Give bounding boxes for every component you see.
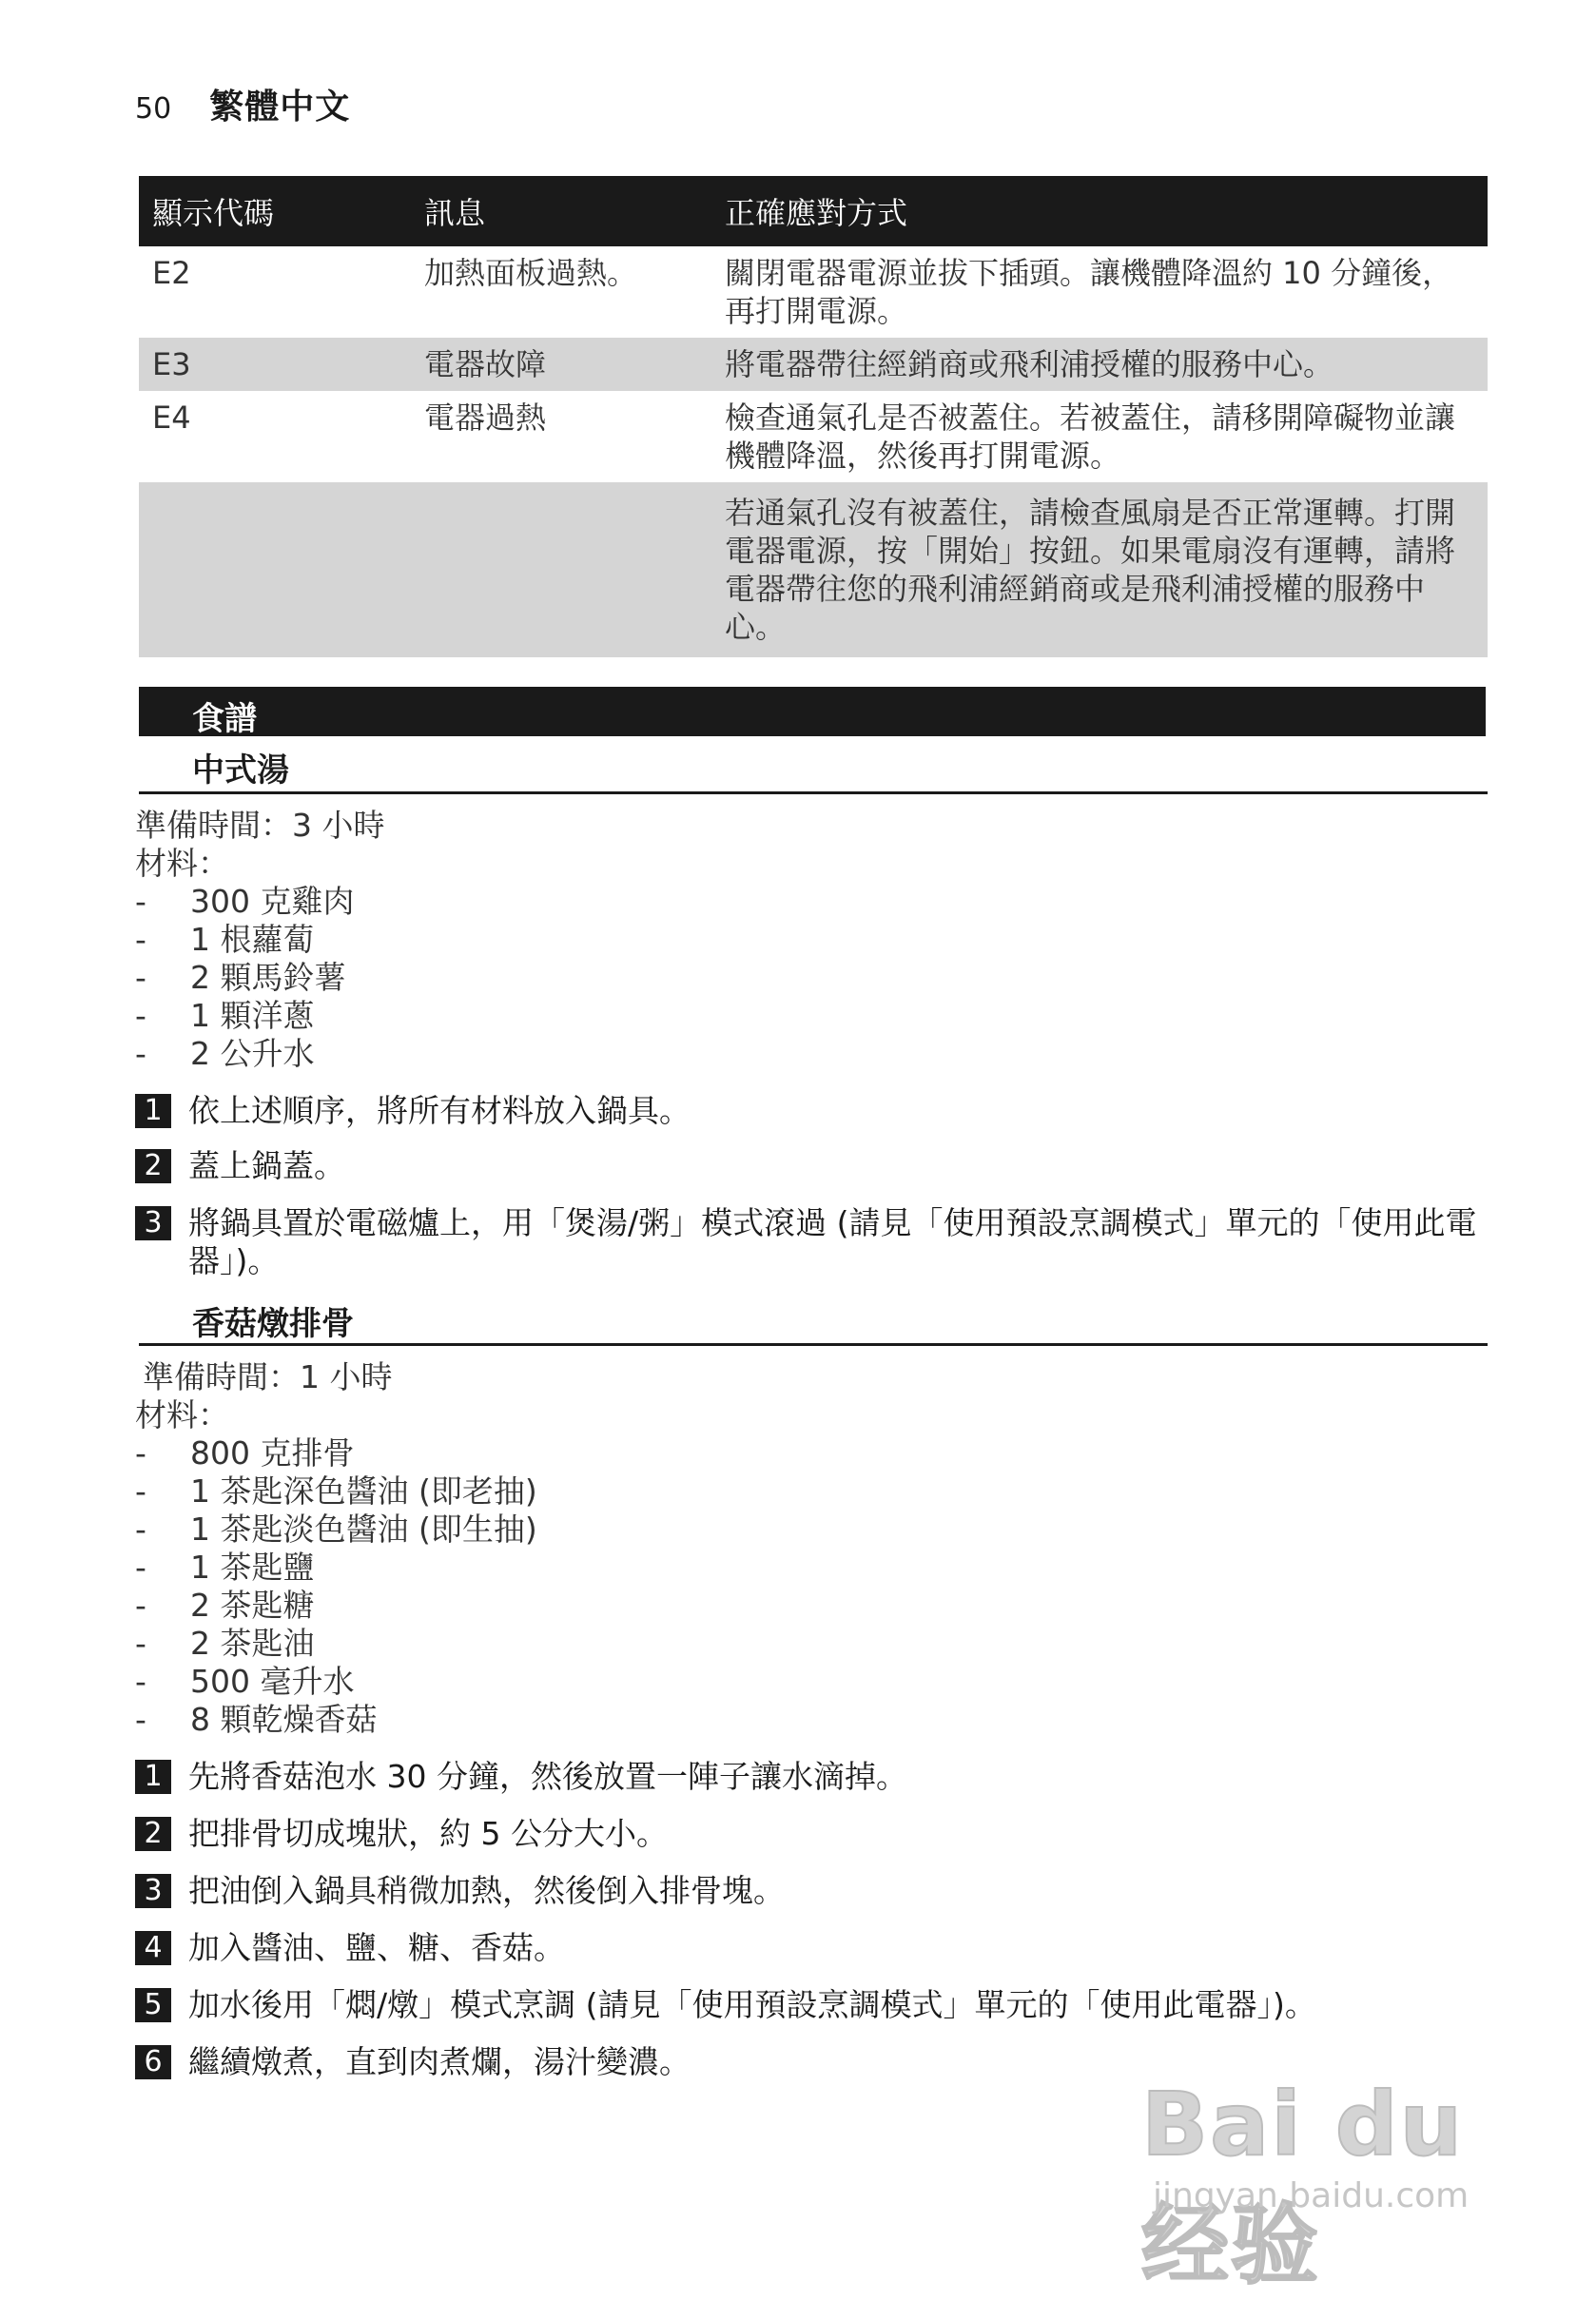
error-message: 電器過熱 (424, 400, 547, 436)
list-item: - 2 顆馬鈴薯 (135, 959, 346, 996)
list-item: - 2 茶匙糖 (135, 1587, 315, 1624)
column-header: 顯示代碼 (139, 176, 411, 246)
step (135, 1758, 1486, 1796)
ingredient-list (135, 1434, 537, 1739)
list-item: - 1 茶匙深色醬油 (即老抽) (135, 1472, 537, 1510)
table-row (139, 246, 1488, 338)
baidu-watermark (1132, 2055, 1531, 2296)
prep-time: 準備時間：1 小時 (143, 1358, 393, 1395)
step (135, 1815, 1486, 1853)
list-item: - 2 公升水 (135, 1035, 315, 1072)
error-code: E2 (152, 255, 191, 291)
list-item: - 1 根蘿蔔 (135, 921, 315, 958)
list-item: - 800 克排骨 (135, 1434, 355, 1472)
page-header (135, 80, 350, 128)
step-text: 加入醬油、鹽、糖、香菇。 (188, 1929, 565, 1966)
section-title: 食譜 (192, 700, 257, 738)
step-number: 1 (135, 1094, 171, 1128)
step-text: 繼續燉煮，直到肉煮爛，湯汁變濃。 (188, 2043, 691, 2080)
step-number: 3 (135, 1874, 171, 1908)
error-solution: 檢查通氣孔是否被蓋住。若被蓋住，請移開障礙物並讓機體降溫，然後再打開電源。 (725, 400, 1456, 474)
step-text: 依上述順序，將所有材料放入鍋具。 (188, 1092, 691, 1129)
page-language-title: 繁體中文 (209, 88, 351, 127)
watermark-logo: Bai du 经验 (1141, 2074, 1465, 2296)
step-number: 3 (135, 1206, 171, 1240)
divider (139, 791, 1488, 794)
recipes-section-bar (139, 687, 1486, 736)
error-message (411, 482, 711, 657)
table-row (139, 482, 1488, 657)
step (135, 1986, 1486, 2024)
watermark-url: jingyan.baidu.com (1153, 2176, 1469, 2215)
error-code: E3 (139, 338, 411, 391)
step-text: 蓋上鍋蓋。 (188, 1147, 345, 1184)
recipe-title: 中式湯 (192, 751, 289, 790)
ingredients-label: 材料： (135, 845, 229, 882)
error-solution: 將電器帶往經銷商或飛利浦授權的服務中心。 (711, 338, 1488, 391)
step-number: 4 (135, 1931, 171, 1965)
ingredients-label: 材料： (135, 1396, 229, 1433)
error-code-table (139, 176, 1488, 657)
divider (139, 1343, 1488, 1346)
error-solution: 關閉電器電源並拔下插頭。讓機體降溫約 10 分鐘後，再打開電源。 (725, 255, 1453, 329)
error-message: 電器故障 (411, 338, 711, 391)
table-row (139, 338, 1488, 391)
step-text: 把排骨切成塊狀，約 5 公分大小。 (188, 1815, 668, 1852)
list-item: - 500 毫升水 (135, 1663, 355, 1700)
list-item: - 1 茶匙鹽 (135, 1549, 315, 1586)
step (135, 1147, 1486, 1185)
step (135, 1872, 1486, 1910)
recipe-title: 香菇燉排骨 (192, 1305, 354, 1343)
step (135, 1092, 1486, 1130)
ingredient-list (135, 883, 354, 1073)
error-solution: 若通氣孔沒有被蓋住，請檢查風扇是否正常運轉。打開電器電源，按「開始」按鈕。如果電扇沒有運轉，請將電器帶往您的飛利浦經銷商或是飛利浦授權的服務中心。 (711, 482, 1488, 657)
step-text: 先將香菇泡水 30 分鐘，然後放置一陣子讓水滴掉。 (188, 1758, 907, 1795)
table-row (139, 391, 1488, 482)
error-code: E4 (152, 400, 191, 436)
table-header-row (139, 176, 1488, 246)
error-message: 加熱面板過熱。 (424, 255, 638, 291)
step-number: 2 (135, 1149, 171, 1183)
error-code (139, 482, 411, 657)
column-header: 正確應對方式 (711, 176, 1488, 246)
step-number: 2 (135, 1817, 171, 1851)
list-item: - 300 克雞肉 (135, 883, 355, 920)
prep-time: 準備時間：3 小時 (135, 807, 385, 844)
step-number: 6 (135, 2045, 171, 2079)
step-number: 1 (135, 1760, 171, 1794)
list-item: - 1 茶匙淡色醬油 (即生抽) (135, 1511, 537, 1548)
list-item: - 2 茶匙油 (135, 1625, 315, 1662)
column-header: 訊息 (411, 176, 711, 246)
step-text: 加水後用「燜/燉」模式烹調 (請見「使用預設烹調模式」單元的「使用此電器」)。 (188, 1986, 1316, 2023)
step-text: 把油倒入鍋具稍微加熱，然後倒入排骨塊。 (188, 1872, 785, 1909)
step-text: 將鍋具置於電磁爐上，用「煲湯/粥」模式滾過 (請見「使用預設烹調模式」單元的「使用此電器」)。 (188, 1204, 1477, 1279)
step (135, 1204, 1486, 1280)
page-number: 50 (135, 92, 172, 126)
list-item: - 1 顆洋蔥 (135, 997, 315, 1034)
step-number: 5 (135, 1988, 171, 2022)
list-item: - 8 顆乾燥香菇 (135, 1701, 378, 1738)
step (135, 1929, 1486, 1967)
